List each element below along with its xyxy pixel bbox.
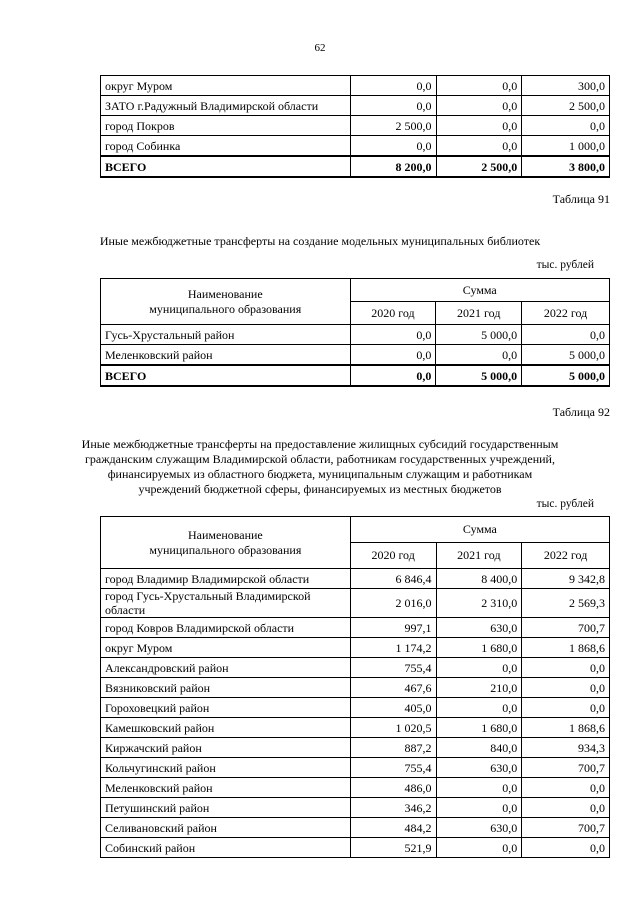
column-header-sum: Сумма xyxy=(350,517,609,543)
value-cell-2021: 0,0 xyxy=(436,778,522,798)
column-header-name xyxy=(101,517,351,569)
value-cell-2020: 486,0 xyxy=(350,778,436,798)
title-line: гражданским служащим Владимирской области, работникам государственных учреждений, xyxy=(85,452,555,466)
continuation-table xyxy=(100,75,610,178)
row-name-cell: город Владимир Владимирской области xyxy=(101,569,351,589)
row-name-cell: город Ковров Владимирской области xyxy=(101,618,351,638)
row-name-cell: ЗАТО г.Радужный Владимирской области xyxy=(101,96,351,116)
value-cell-2022: 300,0 xyxy=(522,76,610,96)
value-cell-2022: 0,0 xyxy=(522,658,610,678)
table-91-caption: Таблица 91 xyxy=(552,192,610,206)
value-cell-2021: 0,0 xyxy=(436,116,522,136)
title-line: учреждений бюджетной сферы, финансируемых из местных бюджетов xyxy=(138,482,502,496)
value-cell-2022: 1 868,6 xyxy=(522,718,610,738)
table-91-units: тыс. рублей xyxy=(536,259,594,271)
value-cell-2021: 0,0 xyxy=(436,798,522,818)
total-value-2020: 0,0 xyxy=(350,365,436,386)
value-cell-2021: 2 310,0 xyxy=(436,589,522,618)
table-row xyxy=(101,818,610,838)
title-line: Иные межбюджетные трансферты на предоставление жилищных субсидий государственным xyxy=(81,437,559,451)
row-name-cell: Меленковский район xyxy=(101,778,351,798)
page-number: 62 xyxy=(314,42,326,54)
row-name-cell: Селивановский район xyxy=(101,818,351,838)
value-cell-2021: 1 680,0 xyxy=(436,638,522,658)
row-name-cell: Петушинский район xyxy=(101,798,351,818)
value-cell-2021: 0,0 xyxy=(436,838,522,858)
value-cell-2022: 2 500,0 xyxy=(522,96,610,116)
value-cell-2021: 0,0 xyxy=(436,96,522,116)
value-cell-2022: 9 342,8 xyxy=(522,569,610,589)
value-cell-2020: 521,9 xyxy=(350,838,436,858)
value-cell-2022: 1 868,6 xyxy=(522,638,610,658)
table-row xyxy=(101,589,610,618)
value-cell-2022: 0,0 xyxy=(522,778,610,798)
row-name-cell: округ Муром xyxy=(101,638,351,658)
total-row xyxy=(101,365,610,386)
value-cell-2022: 0,0 xyxy=(522,678,610,698)
table-row xyxy=(101,638,610,658)
value-cell-2020: 467,6 xyxy=(350,678,436,698)
table-row xyxy=(101,758,610,778)
table-row xyxy=(101,658,610,678)
table-row xyxy=(101,838,610,858)
row-name-cell: Меленковский район xyxy=(101,345,351,366)
header-name-line2: муниципального образования xyxy=(149,542,302,557)
value-cell-2020: 1 020,5 xyxy=(350,718,436,738)
total-value-2022: 3 800,0 xyxy=(522,156,610,177)
value-cell-2020: 997,1 xyxy=(350,618,436,638)
column-header-2022: 2022 год xyxy=(522,543,610,569)
value-cell-2022: 2 569,3 xyxy=(522,589,610,618)
row-name-cell: Камешковский район xyxy=(101,718,351,738)
value-cell-2021: 8 400,0 xyxy=(436,569,522,589)
table-row xyxy=(101,738,610,758)
value-cell-2022: 0,0 xyxy=(522,116,610,136)
row-name-cell: округ Муром xyxy=(101,76,351,96)
table-row xyxy=(101,569,610,589)
value-cell-2021: 0,0 xyxy=(436,658,522,678)
row-name-cell: Вязниковский район xyxy=(101,678,351,698)
total-value-2021: 5 000,0 xyxy=(436,365,522,386)
total-label: ВСЕГО xyxy=(101,365,351,386)
column-header-2021: 2021 год xyxy=(436,543,522,569)
value-cell-2021: 630,0 xyxy=(436,618,522,638)
table-row xyxy=(101,718,610,738)
column-header-2020: 2020 год xyxy=(350,543,436,569)
header-name-line1: Наименование xyxy=(188,527,263,542)
column-header-2020: 2020 год xyxy=(350,302,436,325)
value-cell-2021: 1 680,0 xyxy=(436,718,522,738)
value-cell-2022: 0,0 xyxy=(522,325,610,345)
value-cell-2021: 0,0 xyxy=(436,345,522,366)
header-name-line1: Наименование xyxy=(187,286,263,301)
value-cell-2020: 0,0 xyxy=(350,76,436,96)
value-cell-2021: 0,0 xyxy=(436,136,522,157)
header-name-line2: муниципального образования xyxy=(149,301,302,316)
row-name-cell: Александровский район xyxy=(101,658,351,678)
value-cell-2020: 755,4 xyxy=(350,658,436,678)
row-name-cell: город Покров xyxy=(101,116,351,136)
value-cell-2021: 210,0 xyxy=(436,678,522,698)
column-header-name xyxy=(101,279,351,325)
value-cell-2022: 1 000,0 xyxy=(522,136,610,157)
value-cell-2021: 840,0 xyxy=(436,738,522,758)
table-row xyxy=(101,325,610,345)
table-92-caption: Таблица 92 xyxy=(552,405,610,419)
table-row xyxy=(101,798,610,818)
value-cell-2020: 346,2 xyxy=(350,798,436,818)
value-cell-2020: 0,0 xyxy=(350,325,436,345)
value-cell-2020: 887,2 xyxy=(350,738,436,758)
column-header-sum: Сумма xyxy=(350,279,609,302)
table-row xyxy=(101,778,610,798)
value-cell-2022: 0,0 xyxy=(522,798,610,818)
total-value-2022: 5 000,0 xyxy=(522,365,610,386)
value-cell-2022: 700,7 xyxy=(522,618,610,638)
row-name-cell: Гусь-Хрустальный район xyxy=(101,325,351,345)
row-name-cell: город Собинка xyxy=(101,136,351,157)
table-row xyxy=(101,136,610,157)
table-row xyxy=(101,678,610,698)
value-cell-2020: 755,4 xyxy=(350,758,436,778)
table-91-title: Иные межбюджетные трансферты на создание модельных муниципальных библиотек xyxy=(99,234,541,248)
table-row xyxy=(101,96,610,116)
table-row xyxy=(101,345,610,366)
table-92 xyxy=(100,516,610,858)
value-cell-2022: 700,7 xyxy=(522,758,610,778)
table-row xyxy=(101,76,610,96)
value-cell-2020: 484,2 xyxy=(350,818,436,838)
total-row xyxy=(101,156,610,177)
value-cell-2022: 5 000,0 xyxy=(522,345,610,366)
column-header-2021: 2021 год xyxy=(436,302,522,325)
total-value-2020: 8 200,0 xyxy=(350,156,436,177)
table-92-units: тыс. рублей xyxy=(536,498,594,510)
column-header-2022: 2022 год xyxy=(522,302,610,325)
value-cell-2020: 2 016,0 xyxy=(350,589,436,618)
value-cell-2021: 0,0 xyxy=(436,76,522,96)
value-cell-2020: 0,0 xyxy=(350,96,436,116)
value-cell-2021: 0,0 xyxy=(436,698,522,718)
row-name-cell: Кольчугинский район xyxy=(101,758,351,778)
row-name-cell: Собинский район xyxy=(101,838,351,858)
value-cell-2020: 405,0 xyxy=(350,698,436,718)
value-cell-2021: 630,0 xyxy=(436,818,522,838)
value-cell-2022: 700,7 xyxy=(522,818,610,838)
row-name-cell: Киржачский район xyxy=(101,738,351,758)
value-cell-2020: 6 846,4 xyxy=(350,569,436,589)
total-label: ВСЕГО xyxy=(101,156,351,177)
value-cell-2020: 1 174,2 xyxy=(350,638,436,658)
table-92-title xyxy=(0,437,640,497)
value-cell-2021: 5 000,0 xyxy=(436,325,522,345)
table-row xyxy=(101,116,610,136)
value-cell-2020: 2 500,0 xyxy=(350,116,436,136)
value-cell-2021: 630,0 xyxy=(436,758,522,778)
value-cell-2020: 0,0 xyxy=(350,136,436,157)
value-cell-2022: 0,0 xyxy=(522,838,610,858)
row-name-cell: Гороховецкий район xyxy=(101,698,351,718)
row-name-cell: город Гусь-Хрустальный Владимирской области xyxy=(101,589,351,618)
value-cell-2022: 934,3 xyxy=(522,738,610,758)
table-row xyxy=(101,698,610,718)
table-91 xyxy=(100,278,610,387)
title-line: финансируемых из областного бюджета, муниципальным служащим и работникам xyxy=(107,467,533,481)
total-value-2021: 2 500,0 xyxy=(436,156,522,177)
table-row xyxy=(101,618,610,638)
value-cell-2020: 0,0 xyxy=(350,345,436,366)
value-cell-2022: 0,0 xyxy=(522,698,610,718)
